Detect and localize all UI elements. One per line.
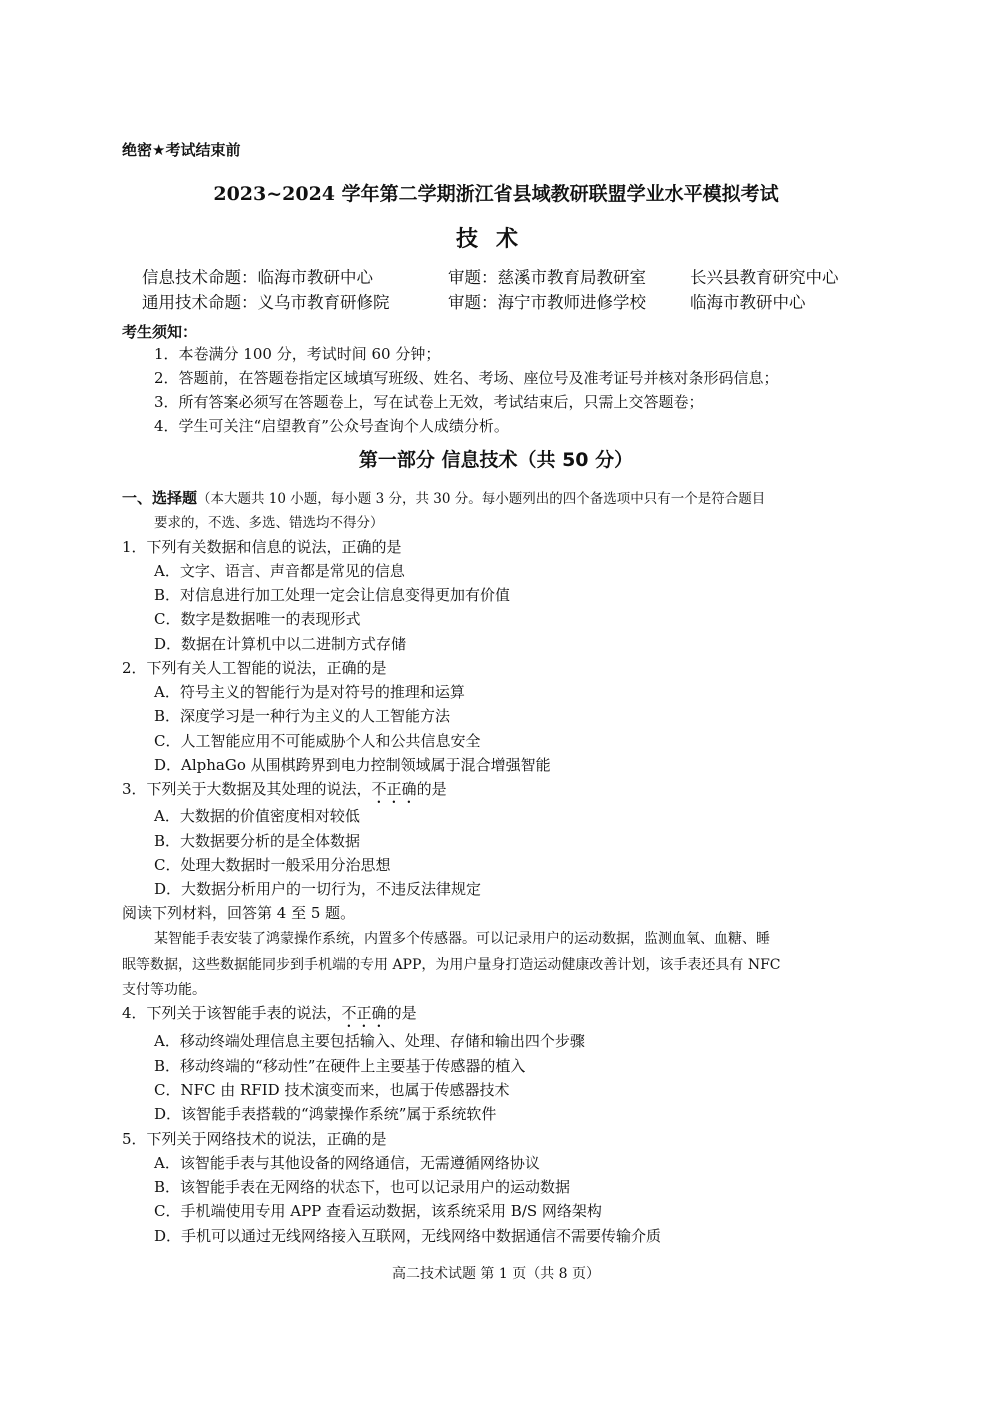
page-footer: 高二技术试题 第 1 页（共 8 页）: [391, 1266, 601, 1282]
emphasis-text: 不正确: [371, 780, 417, 798]
option: C．人工智能应用不可能威胁个人和公共信息安全: [154, 732, 481, 750]
stem-text: 的是: [416, 780, 447, 798]
credit-general-tech: 通用技术命题：义乌市教育研修院: [142, 293, 390, 312]
option: A．符号主义的智能行为是对符号的推理和运算: [154, 683, 465, 701]
reading-prompt: 阅读下列材料，回答第 4 至 5 题。: [122, 904, 356, 922]
section-note: （本大题共 10 小题，每小题 3 分，共 30 分。每小题列出的四个备选项中只有一个是符合题目: [197, 491, 766, 507]
reading-line: 眠等数据，这些数据能同步到手机端的专用 APP，为用户量身打造运动健康改善计划，该手表还具有 NFC: [122, 957, 781, 973]
option: B．深度学习是一种行为主义的人工智能方法: [154, 707, 451, 725]
stem-text: 3．下列关于大数据及其处理的说法，: [122, 780, 372, 798]
question-stem: [122, 779, 447, 807]
option: A．大数据的价值密度相对较低: [154, 807, 360, 825]
option: D．大数据分析用户的一切行为，不违反法律规定: [154, 880, 482, 898]
notice-item: 4．学生可关注“启望教育”公众号查询个人成绩分析。: [154, 417, 509, 435]
notice-heading: 考生须知：: [122, 323, 198, 341]
credit-info-tech: 信息技术命题：临海市教研中心: [142, 268, 373, 287]
option: C．NFC 由 RFID 技术演变而来，也属于传感器技术: [154, 1081, 510, 1099]
option: C．处理大数据时一般采用分治思想: [154, 856, 391, 874]
option: B．该智能手表在无网络的状态下，也可以记录用户的运动数据: [154, 1178, 571, 1196]
option: B．对信息进行加工处理一定会让信息变得更加有价值: [154, 586, 511, 604]
part-title: 第一部分 信息技术（共 50 分）: [358, 449, 634, 471]
notice-item: 1．本卷满分 100 分，考试时间 60 分钟；: [154, 345, 441, 363]
option: D．AlphaGo 从围棋跨界到电力控制领域属于混合增强智能: [154, 756, 551, 774]
option: B．移动终端的“移动性”在硬件上主要基于传感器的植入: [154, 1057, 526, 1075]
question-stem: 2．下列有关人工智能的说法，正确的是: [122, 659, 387, 677]
section-heading: [122, 488, 765, 509]
emphasis-text: 不正确: [341, 1004, 387, 1022]
option: A．文字、语言、声音都是常见的信息: [154, 562, 405, 580]
credit-review-1: 审题：慈溪市教育局教研室: [448, 268, 646, 287]
section-label: 一、选择题: [122, 489, 198, 507]
question-stem: [122, 1003, 417, 1031]
option: A．移动终端处理信息主要包括输入、处理、存储和输出四个步骤: [154, 1032, 585, 1050]
option: A．该智能手表与其他设备的网络通信，无需遵循网络协议: [154, 1154, 540, 1172]
option: D．数据在计算机中以二进制方式存储: [154, 635, 407, 653]
question-stem: 5．下列关于网络技术的说法，正确的是: [122, 1130, 387, 1148]
credit-review-2-extra: 临海市教研中心: [690, 293, 806, 312]
confidential-mark: 绝密★考试结束前: [122, 141, 241, 159]
option: B．大数据要分析的是全体数据: [154, 832, 361, 850]
reading-line: 某智能手表安装了鸿蒙操作系统，内置多个传感器。可以记录用户的运动数据，监测血氧、血糖、睡: [154, 931, 770, 947]
question-stem: 1．下列有关数据和信息的说法，正确的是: [122, 538, 402, 556]
stem-text: 的是: [386, 1004, 417, 1022]
credit-review-1-extra: 长兴县教育研究中心: [690, 268, 839, 287]
exam-title: 2023~2024 学年第二学期浙江省县域教研联盟学业水平模拟考试: [213, 183, 779, 205]
option: C．数字是数据唯一的表现形式: [154, 610, 361, 628]
option: C．手机端使用专用 APP 查看运动数据，该系统采用 B/S 网络架构: [154, 1202, 602, 1220]
section-note-cont: 要求的，不选、多选、错选均不得分）: [154, 515, 384, 531]
notice-item: 3．所有答案必须写在答题卷上，写在试卷上无效，考试结束后，只需上交答题卷；: [154, 393, 704, 411]
notice-item: 2．答题前，在答题卷指定区域填写班级、姓名、考场、座位号及准考证号并核对条形码信息；: [154, 369, 779, 387]
stem-text: 4．下列关于该智能手表的说法，: [122, 1004, 342, 1022]
option: D．该智能手表搭载的“鸿蒙操作系统”属于系统软件: [154, 1105, 497, 1123]
reading-line: 支付等功能。: [122, 982, 206, 998]
subject-title: 技术: [455, 227, 536, 252]
credit-review-2: 审题：海宁市教师进修学校: [448, 293, 646, 312]
option: D．手机可以通过无线网络接入互联网，无线网络中数据通信不需要传输介质: [154, 1227, 662, 1245]
